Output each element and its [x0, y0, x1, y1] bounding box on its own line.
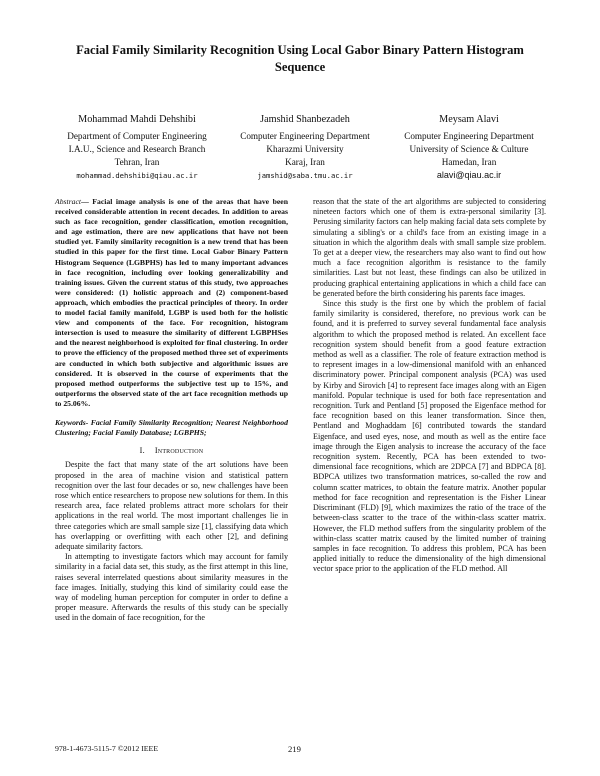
- author-department: Department of Computer Engineering: [67, 131, 207, 141]
- keywords: Keywords- Facial Family Similarity Recognition; Nearest Neighborhood Clustering; Facial Family Database; LGBPHS;: [55, 417, 288, 438]
- page-number: 219: [288, 744, 301, 754]
- title-line-2: Sequence: [274, 60, 326, 74]
- author-2: [220, 113, 390, 182]
- author-department: Computer Engineering Department: [404, 131, 534, 141]
- abstract-lead: Abstract: [55, 197, 82, 206]
- author-email[interactable]: jamshid@saba.tmu.ac.ir: [257, 171, 353, 180]
- author-institution: University of Science & Culture: [409, 144, 529, 154]
- author-name: Jamshid Shanbezadeh: [260, 114, 350, 125]
- author-institution: Kharazmi University: [266, 144, 344, 154]
- footer-isbn: 978-1-4673-5115-7 ©2012 IEEE: [55, 744, 159, 753]
- author-location: Karaj, Iran: [285, 157, 325, 167]
- section-title: Introduction: [154, 446, 204, 456]
- paragraph: reason that the state of the art algorithms are subjected to considering nineteen factors which one of them is extra-personal similarity [3]. Perusing similarity factors can help making facial data sets complete by simulating a sibling's or a child's face from an existing image in a situation in which the algorithm deals with small sample size problem. To get at a deeper view, the researchers may also want to find out how much a face recognition algorithm is resistance to the family similarities. Last but not least, these findings can also be utilized in producing graphical entertaining applications in which a child face can be generated before the birth considering his parents face images.: [313, 197, 546, 298]
- author-department: Computer Engineering Department: [240, 131, 370, 141]
- paragraph: Despite the fact that many state of the art solutions have been proposed in the area of machine vision and statistical pattern recognition over the last four decades or so, new challenges have been rose which entice researchers to propose new solutions for them. In this research area, face related problems attract more scholars for their applications in the real world. The most important challenges lie in three categories which are small sample size [1], classifying data which has overlapping or overfitting with each other [2], and defining adequate similarity factors.: [55, 460, 288, 551]
- paragraph: In attempting to investigate factors which may account for family similarity in a facial data set, this study, as the first attempt in this line, raises several interrelated questions about similarity measures in the face images. Initially, studying this kind of similarity could ease the way of modeling human perception for computer in order to define a proper measure. Afterwards the results of this study can be specially used in the domain of face recognition, for the: [55, 552, 288, 623]
- author-3: [384, 113, 554, 182]
- author-1: [52, 113, 222, 182]
- author-name: Meysam Alavi: [439, 114, 499, 125]
- author-block: [52, 113, 550, 183]
- left-column: [55, 197, 288, 624]
- paper-title: [60, 42, 540, 76]
- author-institution: I.A.U., Science and Research Branch: [68, 144, 206, 154]
- author-name: Mohammad Mahdi Dehshibi: [78, 114, 196, 125]
- author-location: Hamedan, Iran: [441, 157, 497, 167]
- author-email[interactable]: mohammad.dehshibi@qiau.ac.ir: [76, 171, 198, 180]
- title-line-1: Facial Family Similarity Recognition Using Local Gabor Binary Pattern Histogram: [76, 43, 524, 57]
- abstract: [55, 197, 288, 409]
- right-column: [313, 197, 546, 575]
- abstract-body: — Facial image analysis is one of the areas that have been received considerable attention in recent decades. In addition to areas such as face recognition, gender classification, emotion recognition, and age estimation, there are new applications that have not been studied yet. Family similarity recognition is a new trend that has been studied in this paper for the first time. Local Gabor Binary Pattern Histogram Sequence (LGBPHS) has led to many important advances in face recognition, including over looking generalizability and training issues. Given the current status of this study, two approaches were considered: (1) holistic approach and (2) component-based approach, which embodies the practical principles of theory. In order to model facial family manifold, LGBP is used both for the holistic view and components of the face. For recognition, histogram intersection is used to measure the similarity of different LGBPHSes and the nearest neighborhood is exploited for final clustering. In order to prove the efficiency of the proposed method three set of experiments are conducted in which both subjective and algorithmic issues are considered. It is observed in the course of experiments that the proposed method outperforms the subjective test up to 15%, and outperforms the observed state of the art face recognition methods up to 25.06%.: [55, 197, 288, 408]
- section-number: I.: [139, 446, 145, 456]
- author-location: Tehran, Iran: [114, 157, 160, 167]
- paragraph: Since this study is the first one by which the problem of facial family similarity is considered, therefore, no previous work can be found, and it is preferred to survey several fundamental face analysis algorithm to which the proposed method is related. An excellent face recognition system should benefit from a good feature extraction method as well as a classifier. The role of feature extraction method is to represent images in a low-dimensional manifold with an enhanced discriminatory power. Principal component analysis (PCA) was used by Kirby and Sirovich [4] to represent face images along with an Eigen manifold. Popular technique is used for both face representation and recognition. Turk and Pentland [5] proposed the Eigenface method for face recognition based on this leaner transformation. Since then, Pentland and Moghaddam [6] contributed towards the standard Eigenface, and used eyes, nose, and mouth as well as the entire face image through the Eigen analysis to increase the accuracy of the face recognition system. Recently, PCA has been extended to two-dimensional face recognitions, which are 2DPCA [7] and BDPCA [8]. BDPCA utilizes two transformation matrices, so-called the row and column scatter matrices, to obtain the feature matrix. Another popular method for face recognition and representation is the Fisher Linear Discriminant (FLD) [9], which maximizes the ratio of the trace of the between-class scatter to the trace of the within-class scatter matrix. However, the FLD method suffers from the singularity problem of the within-class scatter matrix caused by the limited number of training samples in face recognition. To address this problem, PCA has been applied initially to reduce the dimensionality of the high dimensional vector space prior to the application of the FLD method. All: [313, 299, 546, 574]
- author-email[interactable]: alavi@qiau.ac.ir: [436, 170, 502, 180]
- section-heading: [55, 446, 288, 456]
